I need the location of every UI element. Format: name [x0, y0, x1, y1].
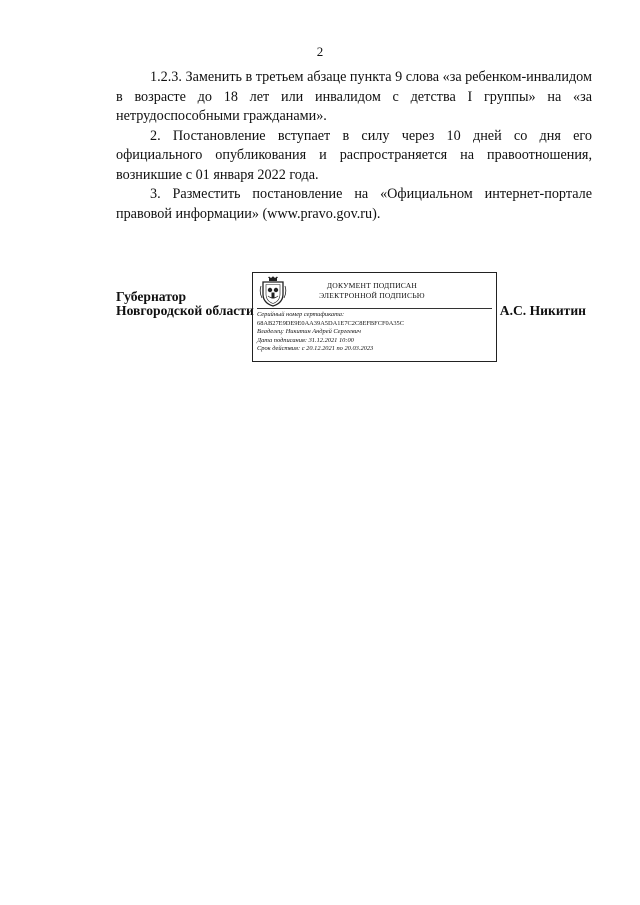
signature-block	[116, 272, 592, 372]
signer-position	[116, 290, 256, 318]
signing-date: Дата подписания: 31.12.2021 10:00	[257, 336, 354, 344]
stamp-header	[297, 281, 447, 301]
coat-of-arms-icon	[259, 276, 287, 308]
stamp-details	[257, 311, 493, 354]
signer-position-line-1: Губернатор	[116, 289, 187, 304]
electronic-signature-stamp	[252, 272, 497, 362]
paragraph-1-2-3: 1.2.3. Заменить в третьем абзаце пункта 9 слова «за ребенком-инвалидом в возрасте до 18 лет или инвалидом с детства I группы» на «за нетрудоспособными гражданами».	[116, 69, 592, 124]
stamp-header-line-1: ДОКУМЕНТ ПОДПИСАН	[326, 281, 418, 290]
certificate-validity: Срок действия: с 20.12.2021 по 20.03.2023	[257, 345, 374, 353]
document-body	[116, 68, 592, 224]
certificate-serial-label: Серийный номер сертификата:	[257, 311, 345, 318]
page-number: 2	[316, 44, 324, 59]
stamp-divider	[257, 308, 492, 309]
certificate-serial-value: 68AB27E9DE9E0AA39A5DA1E7C2C8EFBFCF0A35C	[257, 319, 404, 327]
stamp-header-line-2: ЭЛЕКТРОННОЙ ПОДПИСЬЮ	[319, 291, 425, 300]
signer-position-line-2: Новгородской области	[116, 303, 254, 318]
certificate-owner: Владелец: Никитин Андрей Сергеевич	[257, 328, 361, 336]
paragraph-3: 3. Разместить постановление на «Официальном интернет-портале правовой информации» (www.pravo.gov.ru).	[116, 186, 592, 222]
paragraph-2: 2. Постановление вступает в силу через 10 дней со дня его официального опубликования и распространяется на правоотношения, возникшие с 01 января 2022 года.	[116, 127, 592, 183]
signer-name: А.С. Никитин	[499, 303, 586, 318]
